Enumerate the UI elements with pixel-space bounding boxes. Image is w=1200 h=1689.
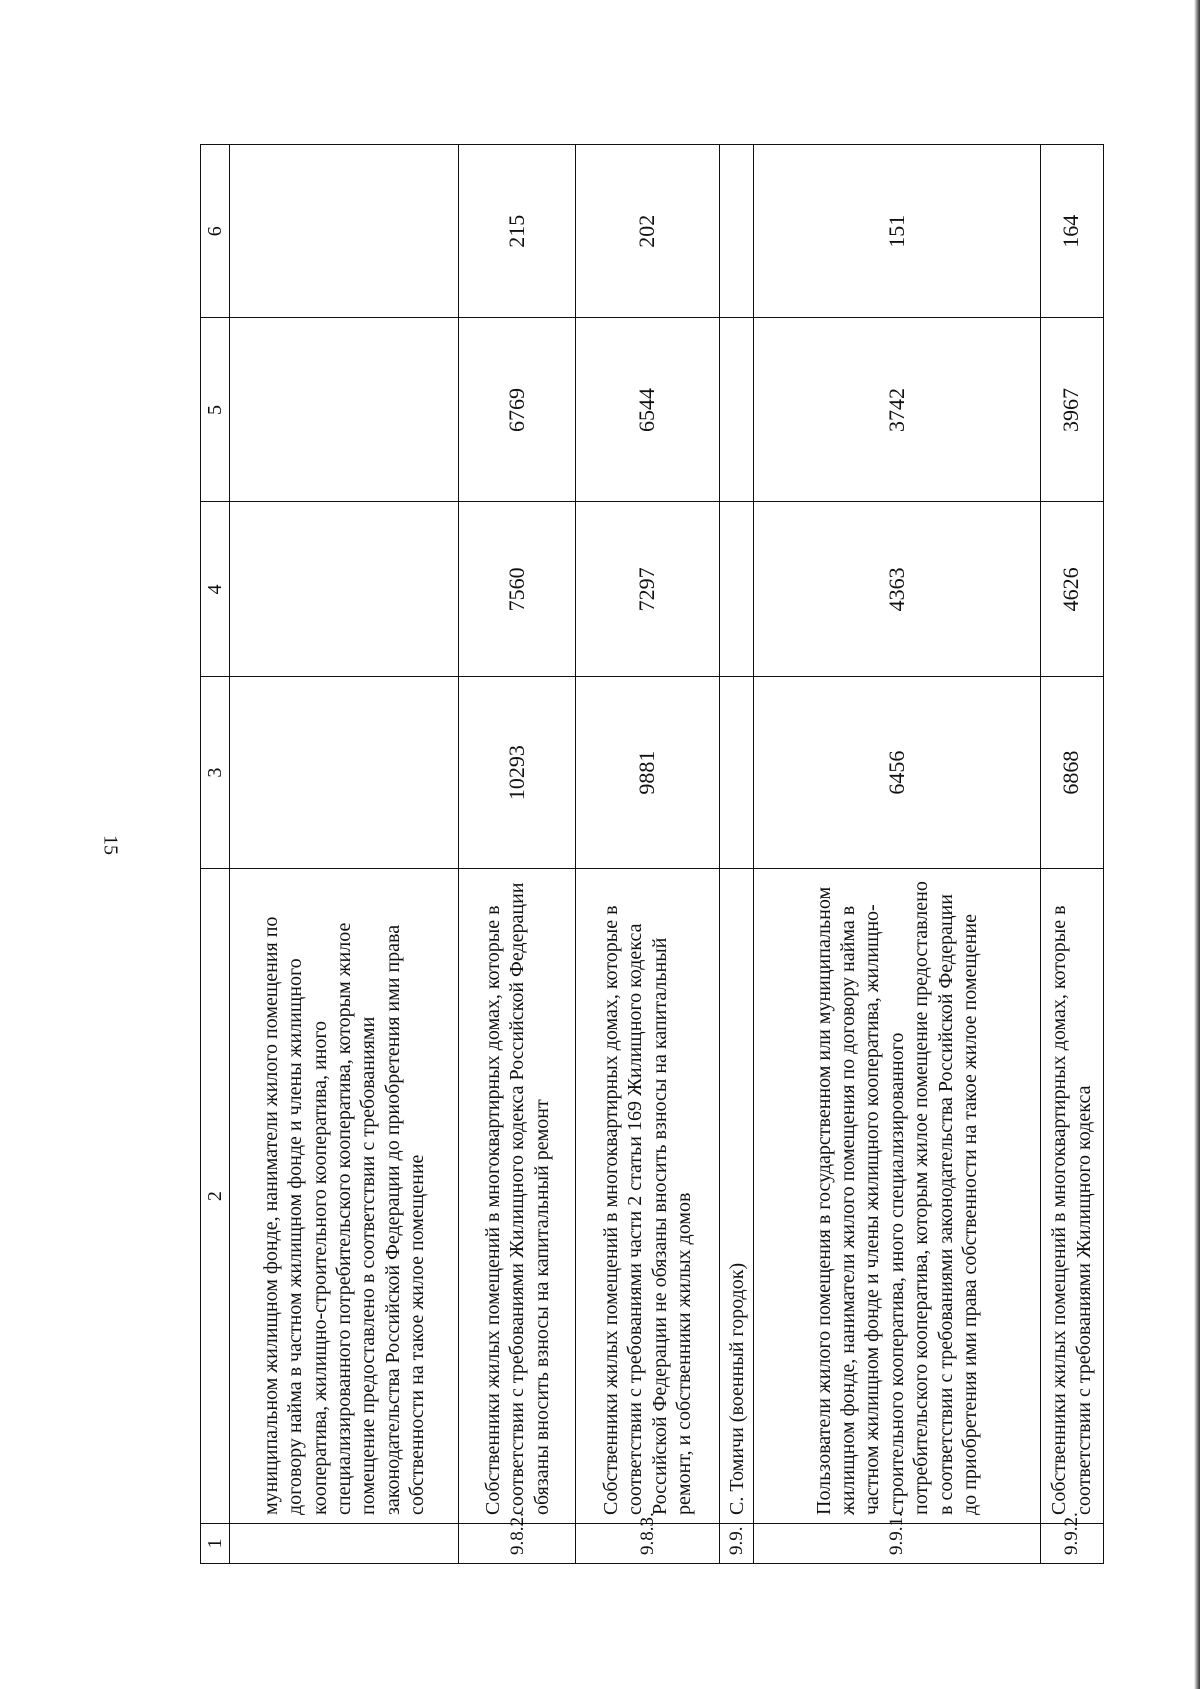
value-col-5: [229, 318, 459, 502]
table-row: [1040, 145, 1103, 1564]
table-row: [459, 145, 576, 1564]
row-number: 9.8.3.: [576, 1524, 720, 1564]
value-col-3: 6868: [1040, 677, 1103, 869]
header-cell-2: 2: [201, 869, 230, 1524]
row-number: 9.9.2.: [1040, 1524, 1103, 1564]
header-cell-6: 6: [201, 145, 230, 318]
value-col-4: 7560: [459, 502, 576, 677]
header-cell-5: 5: [201, 318, 230, 502]
row-description: Пользователи жилого помещения в государственном или муниципальном жилищном фонде, наниматели жилого помещения по договору найма в частном жилищном фонде и члены жилищного кооператива, жилищно-строительного кооператива, иного специализированного потребительского кооператива, которым жилое помещение предоставлено в соответствии с требованиями законодательства Российской Федерации до приобретения ими права собственности на такое жилое помещение: [754, 869, 1040, 1524]
value-col-5: 6544: [576, 318, 720, 502]
row-description: С. Томичи (военный городок): [720, 869, 754, 1524]
value-col-4: 4363: [754, 502, 1040, 677]
table-row: [229, 145, 459, 1564]
value-col-4: 4626: [1040, 502, 1103, 677]
value-col-3: 9881: [576, 677, 720, 869]
value-col-6: [229, 145, 459, 318]
header-cell-1: 1: [201, 1524, 230, 1564]
value-col-6: [720, 145, 754, 318]
table-row: [576, 145, 720, 1564]
value-col-6: 151: [754, 145, 1040, 318]
scan-edge: [1194, 0, 1200, 1689]
row-description: Собственники жилых помещений в многоквартирных домах, которые в соответствии с требованиями Жилищного кодекса: [1040, 869, 1103, 1524]
rotated-sheet: [200, 144, 1104, 1564]
value-col-6: 202: [576, 145, 720, 318]
row-number: [229, 1524, 459, 1564]
value-col-4: [229, 502, 459, 677]
value-col-5: 3967: [1040, 318, 1103, 502]
value-col-4: 7297: [576, 502, 720, 677]
value-col-6: 164: [1040, 145, 1103, 318]
value-col-5: 3742: [754, 318, 1040, 502]
header-cell-3: 3: [201, 677, 230, 869]
row-number: 9.8.2.: [459, 1524, 576, 1564]
table-row: [754, 145, 1040, 1564]
value-col-3: [229, 677, 459, 869]
row-description: муниципальном жилищном фонде, наниматели жилого помещения по договору найма в частном жилищном фонде и члены жилищного кооператива, жилищно-строительного кооператива, иного специализированного потребительского кооператива, которым жилое помещение предоставлено в соответствии с требованиями законодательства Российской Федерации до приобретения ими права собственности на такое жилое помещение: [229, 869, 459, 1524]
header-cell-4: 4: [201, 502, 230, 677]
value-col-3: 10293: [459, 677, 576, 869]
value-col-4: [720, 502, 754, 677]
value-col-5: 6769: [459, 318, 576, 502]
header-row: [201, 145, 230, 1564]
value-col-3: 6456: [754, 677, 1040, 869]
tariff-table: [200, 144, 1104, 1564]
value-col-6: 215: [459, 145, 576, 318]
value-col-5: [720, 318, 754, 502]
row-description: Собственники жилых помещений в многоквартирных домах, которые в соответствии с требованиями части 2 статьи 169 Жилищного кодекса Российской Федерации не обязаны вносить взносы на капитальный ремонт, и собственники жилых домов: [576, 869, 720, 1524]
row-number: 9.9.1.: [754, 1524, 1040, 1564]
value-col-3: [720, 677, 754, 869]
row-description: Собственники жилых помещений в многоквартирных домах, которые в соответствии с требованиями Жилищного кодекса Российской Федерации обязаны вносить взносы на капитальный ремонт: [459, 869, 576, 1524]
page-number: 15: [99, 835, 122, 855]
table-row: [720, 145, 754, 1564]
row-number: 9.9.: [720, 1524, 754, 1564]
